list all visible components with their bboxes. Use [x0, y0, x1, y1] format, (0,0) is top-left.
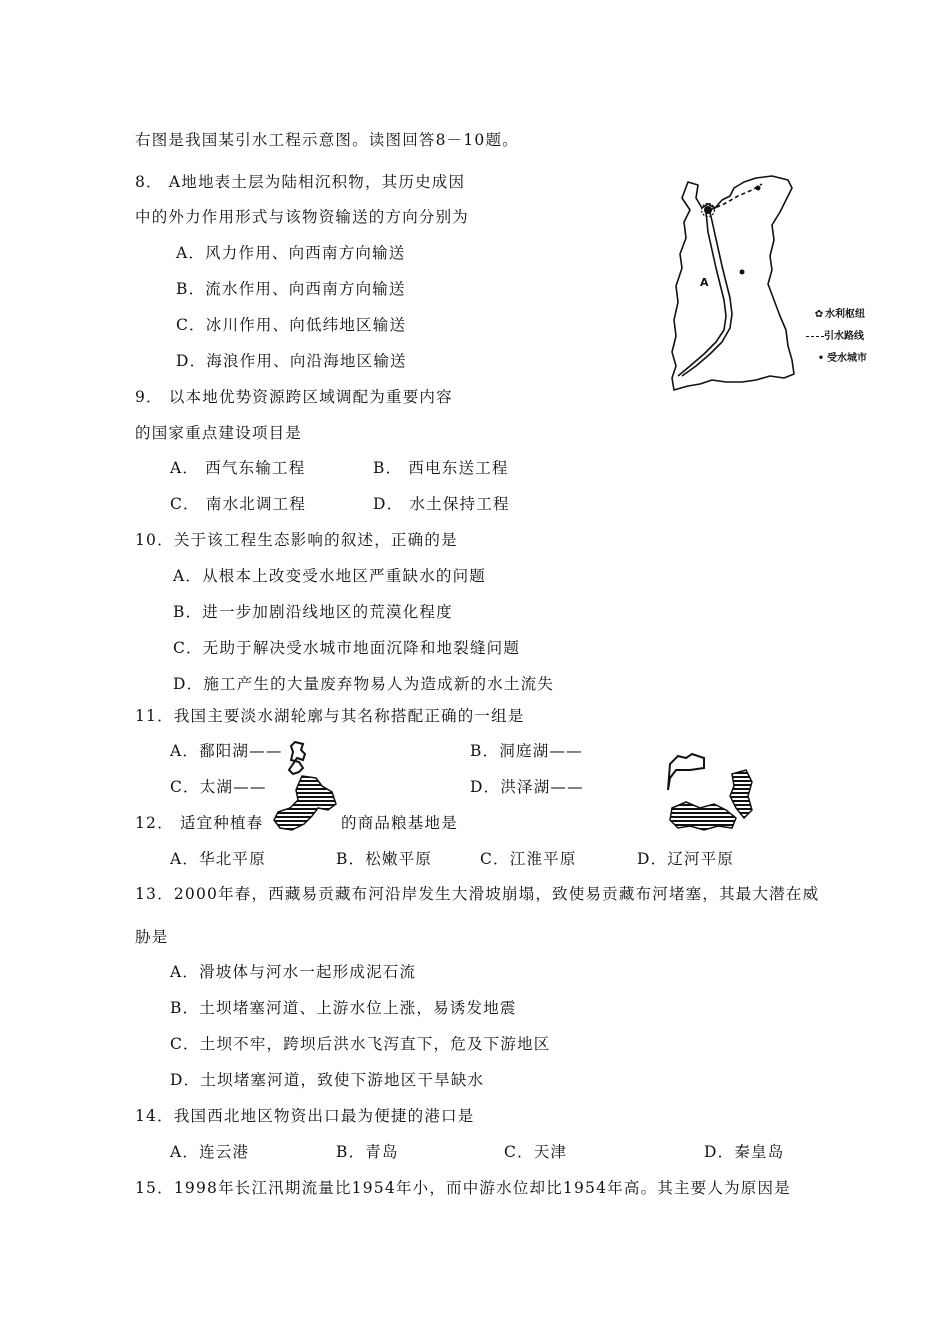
lake-outline-striped-icon [266, 772, 346, 834]
q11-option-a[interactable]: A．鄱阳湖—— [170, 742, 283, 760]
q9-stem-line2: 的国家重点建设项目是 [135, 424, 303, 442]
q9-option-d[interactable]: D． 水土保持工程 [373, 495, 510, 513]
q13-option-b[interactable]: B．土坝堵塞河道、上游水位上涨，易诱发地震 [170, 999, 517, 1017]
q12-option-c[interactable]: C．江淮平原 [480, 850, 577, 868]
q8-option-d[interactable]: D．海浪作用、向沿海地区输送 [176, 352, 407, 370]
q9-stem-line1: 9． 以本地优势资源跨区域调配为重要内容 [135, 388, 453, 406]
diversion-route-line [710, 184, 762, 210]
q10-stem: 10．关于该工程生态影响的叙述，正确的是 [135, 531, 458, 549]
q14-option-d[interactable]: D．秦皇岛 [704, 1143, 785, 1161]
q10-option-c[interactable]: C．无助于解决受水城市地面沉降和地裂缝问题 [173, 639, 521, 657]
q13-option-c[interactable]: C．土坝不牢，跨坝后洪水飞泻直下，危及下游地区 [170, 1035, 551, 1053]
dashed-route-icon [806, 336, 824, 337]
legend-city-label: 受水城市 [827, 353, 867, 364]
q12-option-b[interactable]: B．松嫩平原 [336, 850, 433, 868]
q10-option-a[interactable]: A．从根本上改变受水地区严重缺水的问题 [173, 567, 486, 585]
q13-stem-line1: 13．2000年春，西藏易贡藏布河沿岸发生大滑坡崩塌，致使易贡藏布河堵塞，其最大潜在威 [135, 885, 820, 903]
q12-option-d[interactable]: D．辽河平原 [637, 850, 735, 868]
legend-route-row [806, 327, 864, 342]
q8-option-a[interactable]: A．风力作用、向西南方向输送 [176, 244, 406, 262]
water-hub-icon [702, 204, 715, 217]
legend-city-row [815, 349, 867, 364]
legend-hub-row [813, 305, 865, 320]
q12-stem-part1: 12． 适宜种植春 [135, 814, 264, 832]
q9-option-b[interactable]: B． 西电东送工程 [373, 459, 509, 477]
map-boundary-outline [672, 176, 794, 390]
legend-hub-label: 水利枢纽 [825, 309, 865, 320]
q14-option-c[interactable]: C．天津 [504, 1143, 568, 1161]
receiving-city-marker [740, 270, 745, 275]
q8-option-c[interactable]: C．冰川作用、向低纬地区输送 [176, 316, 407, 334]
map-point-a-label: A [700, 276, 709, 289]
q11-stem: 11．我国主要淡水湖轮廓与其名称搭配正确的一组是 [135, 707, 525, 725]
q11-option-c[interactable]: C．太湖—— [170, 778, 267, 796]
lake-outline-group-icon [660, 748, 760, 834]
q11-option-b[interactable]: B．洞庭湖—— [470, 742, 583, 760]
q9-option-c[interactable]: C． 南水北调工程 [170, 495, 307, 513]
intro-text: 右图是我国某引水工程示意图。读图回答8－10题。 [135, 131, 519, 149]
q10-option-d[interactable]: D．施工产生的大量废弃物易人为造成新的水土流失 [173, 675, 555, 693]
q12-stem-part2: 的商品粮基地是 [341, 814, 458, 832]
q13-option-a[interactable]: A．滑坡体与河水一起形成泥石流 [170, 963, 417, 981]
lake-outline-small-icon [285, 740, 315, 776]
q14-option-a[interactable]: A．连云港 [170, 1143, 250, 1161]
receiving-city-marker [756, 186, 761, 191]
q11-option-d[interactable]: D．洪泽湖—— [470, 778, 584, 796]
q12-option-a[interactable]: A．华北平原 [170, 850, 266, 868]
water-diversion-map [660, 170, 800, 400]
q8-option-b[interactable]: B．流水作用、向西南方向输送 [176, 280, 406, 298]
water-hub-icon: ✿ [814, 309, 824, 320]
q14-stem: 14．我国西北地区物资出口最为便捷的港口是 [135, 1107, 475, 1125]
q13-stem-line2: 胁是 [135, 928, 169, 946]
q10-option-b[interactable]: B．进一步加剧沿线地区的荒漠化程度 [173, 603, 453, 621]
q14-option-b[interactable]: B．青岛 [336, 1143, 399, 1161]
q8-stem-line2: 中的外力作用形式与该物资输送的方向分别为 [135, 208, 470, 226]
q9-option-a[interactable]: A． 西气东输工程 [170, 459, 306, 477]
q8-stem-line1: 8． A地地表土层为陆相沉积物，其历史成因 [135, 173, 466, 191]
q13-option-d[interactable]: D．土坝堵塞河道，致使下游地区干旱缺水 [170, 1071, 485, 1089]
q15-stem: 15．1998年长江汛期流量比1954年小，而中游水位却比1954年高。其主要人为原因是 [135, 1179, 791, 1197]
legend-route-label: 引水路线 [824, 331, 864, 342]
city-dot-icon: • [817, 353, 825, 364]
